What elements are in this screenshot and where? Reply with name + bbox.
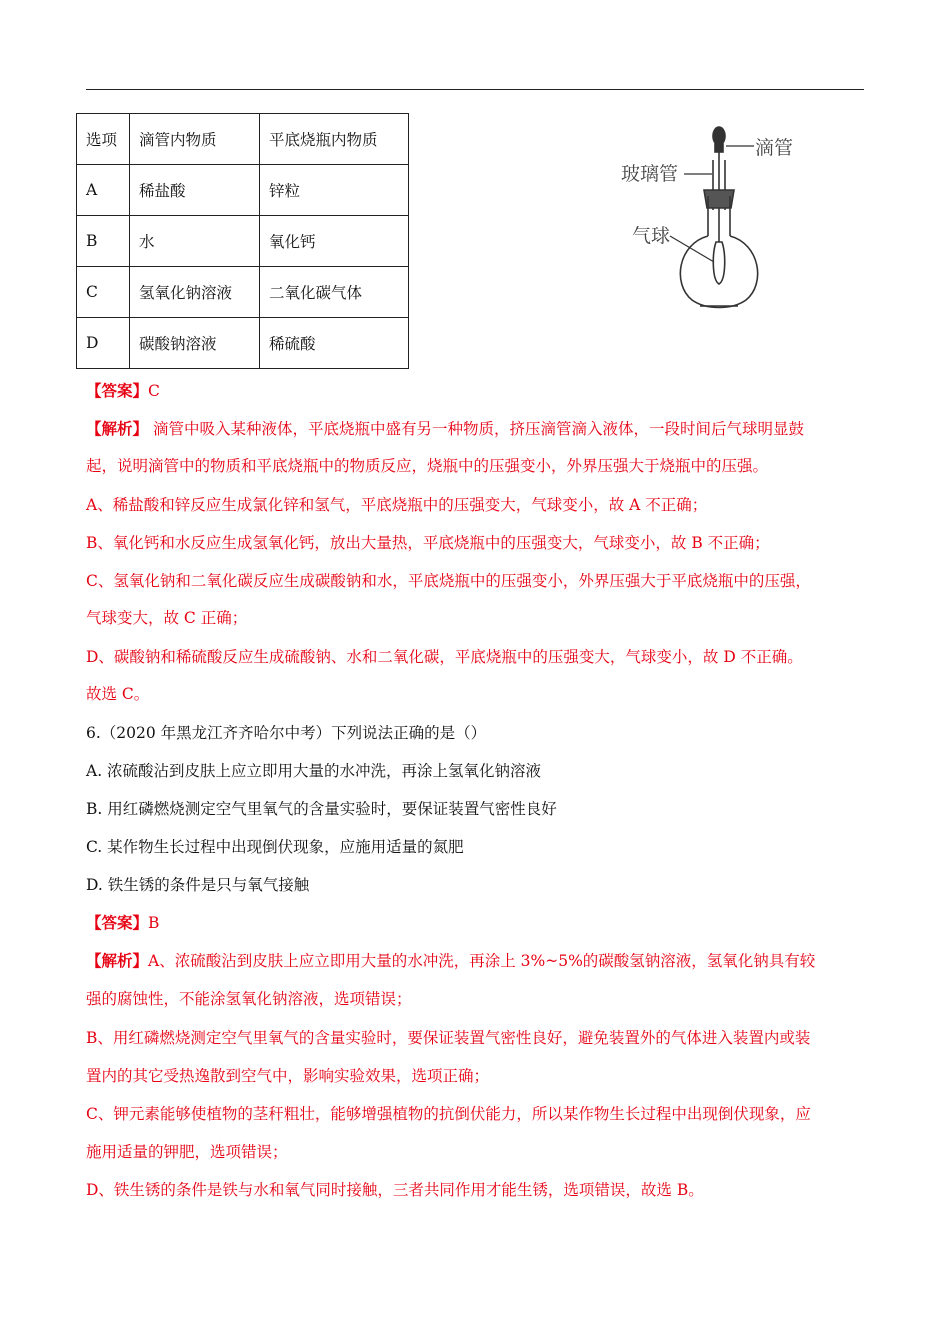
q5-answer bbox=[86, 381, 160, 401]
question-stem: 下列说法正确的是（） bbox=[331, 724, 487, 742]
q6-option-c: C. 某作物生长过程中出现倒伏现象，应施用适量的氮肥 bbox=[86, 838, 464, 856]
q6-answer bbox=[86, 913, 159, 933]
label-balloon: 气球 bbox=[632, 225, 671, 247]
q5-analysis-line: 起，说明滴管中的物质和平底烧瓶中的物质反应，烧瓶中的压强变小，外界压强大于烧瓶中的压强。 bbox=[86, 457, 769, 475]
question-source: （2020 年黑龙江齐齐哈尔中考） bbox=[100, 724, 332, 742]
q6-option-b: B. 用红磷燃烧测定空气里氧气的含量实验时，要保证装置气密性良好 bbox=[86, 800, 557, 818]
flask-apparatus-figure bbox=[612, 124, 812, 319]
table-header-cell: 平底烧瓶内物质 bbox=[260, 114, 409, 165]
table-cell: 锌粒 bbox=[260, 165, 409, 216]
table-header-row bbox=[77, 114, 409, 165]
table-row bbox=[77, 216, 409, 267]
dropper-bulb bbox=[713, 127, 725, 145]
answer-tag: 【答案】 bbox=[86, 381, 149, 400]
table-cell: 稀盐酸 bbox=[130, 165, 260, 216]
label-glass-tube: 玻璃管 bbox=[621, 163, 679, 185]
answer-value: B bbox=[148, 914, 160, 932]
analysis-tag: 【解析】 bbox=[86, 419, 149, 438]
options-table bbox=[76, 113, 409, 369]
analysis-tag: 【解析】 bbox=[86, 951, 149, 970]
balloon bbox=[713, 242, 724, 284]
q5-analysis-line bbox=[86, 419, 804, 439]
q6-analysis-line: 置内的其它受热逸散到空气中，影响实验效果，选项正确； bbox=[86, 1067, 490, 1085]
q6-analysis-line: C、钾元素能够使植物的茎秆粗壮，能够增强植物的抗倒伏能力，所以某作物生长过程中出现倒伏现象，应 bbox=[86, 1105, 811, 1123]
table-header-cell: 滴管内物质 bbox=[130, 114, 260, 165]
q6-analysis-line: 强的腐蚀性，不能涂氢氧化钠溶液，选项错误； bbox=[86, 990, 412, 1008]
table-cell: 碳酸钠溶液 bbox=[130, 318, 260, 369]
table-row bbox=[77, 318, 409, 369]
question-number: 6. bbox=[86, 724, 101, 742]
table-cell: 二氧化碳气体 bbox=[260, 267, 409, 318]
table-cell: 氧化钙 bbox=[260, 216, 409, 267]
q6-analysis-line bbox=[86, 951, 815, 971]
table-row bbox=[77, 165, 409, 216]
q5-analysis-line: 气球变大，故 C 正确； bbox=[86, 609, 248, 627]
table-cell: 水 bbox=[130, 216, 260, 267]
q6-analysis-line: D、铁生锈的条件是铁与水和氧气同时接触，三者共同作用才能生锈，选项错误，故选 B。 bbox=[86, 1181, 704, 1199]
q6-option-d: D. 铁生锈的条件是只与氧气接触 bbox=[86, 876, 310, 894]
table-cell: 氢氧化钠溶液 bbox=[130, 267, 260, 318]
dropper-collar bbox=[715, 144, 723, 152]
flask-body bbox=[680, 236, 757, 308]
label-dropper: 滴管 bbox=[755, 137, 794, 159]
table-cell: 稀硫酸 bbox=[260, 318, 409, 369]
answer-tag: 【答案】 bbox=[86, 913, 149, 932]
table-header-cell: 选项 bbox=[77, 114, 130, 165]
table-cell: A bbox=[77, 165, 130, 216]
analysis-text: A、浓硫酸沾到皮肤上应立即用大量的水冲洗，再涂上 3%~5%的碳酸氢钠溶液，氢氧化钠具有较 bbox=[148, 952, 816, 970]
q6-analysis-line: B、用红磷燃烧测定空气里氧气的含量实验时，要保证装置气密性良好，避免装置外的气体进入装置内或装 bbox=[86, 1029, 811, 1047]
q6-stem bbox=[86, 723, 486, 743]
table-cell: C bbox=[77, 267, 130, 318]
table-cell: D bbox=[77, 318, 130, 369]
q6-analysis-line: 施用适量的钾肥，选项错误； bbox=[86, 1143, 288, 1161]
q5-analysis-line: 故选 C。 bbox=[86, 685, 150, 703]
table-cell: B bbox=[77, 216, 130, 267]
analysis-text: 滴管中吸入某种液体，平底烧瓶中盛有另一种物质，挤压滴管滴入液体，一段时间后气球明显鼓 bbox=[148, 420, 804, 438]
q5-analysis-line: A、稀盐酸和锌反应生成氯化锌和氢气，平底烧瓶中的压强变大，气球变小，故 A 不正确； bbox=[86, 496, 708, 514]
table-row bbox=[77, 267, 409, 318]
header-rule bbox=[86, 89, 864, 90]
q5-analysis-line: B、氧化钙和水反应生成氢氧化钙，放出大量热，平底烧瓶中的压强变大，气球变小，故 B 不正确； bbox=[86, 534, 770, 552]
answer-value: C bbox=[148, 382, 160, 400]
q6-option-a: A. 浓硫酸沾到皮肤上应立即用大量的水冲洗，再涂上氢氧化钠溶液 bbox=[86, 762, 542, 780]
q5-analysis-line: D、碳酸钠和稀硫酸反应生成硫酸钠、水和二氧化碳，平底烧瓶中的压强变大，气球变小，故 D 不正确。 bbox=[86, 648, 803, 666]
leader-balloon bbox=[670, 236, 714, 262]
q5-analysis-line: C、氢氧化钠和二氧化碳反应生成碳酸钠和水，平底烧瓶中的压强变小，外界压强大于平底烧瓶中的压强， bbox=[86, 572, 811, 590]
